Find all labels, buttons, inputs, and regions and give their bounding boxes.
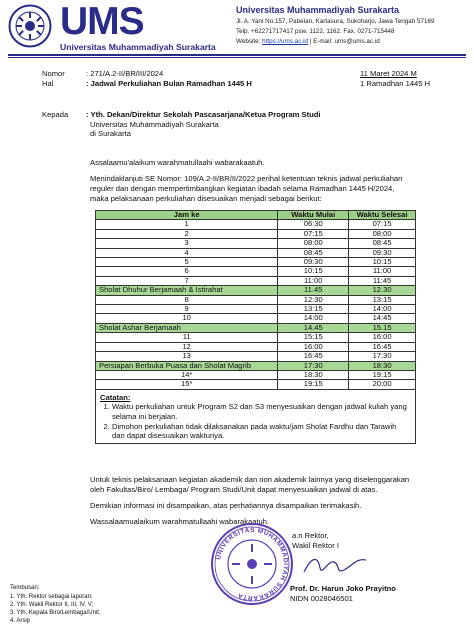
cell-jam: 3 [96,239,278,248]
para1-line3: maka pelaksanaan perkuliahan disesuaikan menjadi sebagai berikut: [90,194,322,203]
cell-jam: 15* [96,380,278,389]
cell-jam: 14* [96,370,278,379]
hal-label: Hal [42,79,54,88]
cell-jam: 13 [96,352,278,361]
university-seal-icon [8,4,52,48]
note1-line1: Waktu perkuliahan untuk Program S2 dan S3 menyesuaikan dengan jadwal kuliah yang [112,402,407,412]
cell-mulai: 17:30 [278,361,349,370]
table-row [96,370,416,379]
cell-selesai: 11:45 [349,276,416,285]
table-row [96,239,416,248]
cell-mulai: 15:15 [278,333,349,342]
notes-row [96,389,416,443]
cell-mulai: 12:30 [278,295,349,304]
recipient-line2: Universitas Muhammadiyah Surakarta [90,120,219,129]
cell-mulai: 07:15 [278,229,349,238]
signatory-name: Prof. Dr. Harun Joko Prayitno [290,584,396,593]
handwritten-signature-icon [300,552,370,580]
cell-mulai: 08:00 [278,239,349,248]
cell-selesai: 16:00 [349,333,416,342]
cc-item: 3. Yth. Kepala Biro/Lembaga/Unit; [10,610,101,616]
cell-mulai: 14.45 [278,323,349,332]
cell-mulai: 18:30 [278,370,349,379]
cell-selesai: 15.15 [349,323,416,332]
signature-position: Wakil Rektor I [292,541,339,550]
cell-selesai: 18:30 [349,361,416,370]
table-row [96,267,416,276]
cell-selesai: 14:00 [349,305,416,314]
cell-jam: Sholat Ashar Berjamaah [96,323,278,332]
table-row [96,258,416,267]
cell-jam: Sholat Dhuhur Berjamaah & Istirahat [96,286,278,295]
table-row [96,305,416,314]
cc-item: 1. Yth. Rektor sebagai laporan; [10,594,93,600]
email-text: | E-mail: ums@ums.ac.id [309,38,380,45]
header-rule [8,54,466,56]
cell-mulai: 13:15 [278,305,349,314]
table-row [96,380,416,389]
logo-subtitle: Universitas Muhammadiyah Surakarta [60,42,216,52]
cc-title: Tembusan: [10,585,40,591]
cell-selesai: 19:15 [349,370,416,379]
header-rule-thin [8,57,466,58]
institution-phone: Telp. +62271717417 psw. 1122, 1162. Fax. 0271-715448 [236,28,395,35]
cell-selesai: 20:00 [349,380,416,389]
recipient-line1: : Yth. Dekan/Direktur Sekolah Pascasarjana/Ketua Program Studi [86,110,321,119]
institution-contact [236,38,380,45]
table-row-break [96,323,416,332]
table-row-break [96,361,416,370]
cell-jam: 7 [96,276,278,285]
cell-jam: 6 [96,267,278,276]
col-header-selesai: Waktu Selesai [349,211,416,220]
cell-jam: 5 [96,258,278,267]
table-row [96,333,416,342]
cell-selesai: 09:30 [349,248,416,257]
cell-jam: 8 [96,295,278,304]
cell-mulai: 14:00 [278,314,349,323]
cell-mulai: 16:00 [278,342,349,351]
para2-line2: oleh Fakultas/Biro/ Lembaga/ Program Studi/Unit dapat menyesuaikan jadwal di atas. [90,485,378,494]
cell-mulai: 09:30 [278,258,349,267]
cell-selesai: 13:15 [349,295,416,304]
table-row [96,342,416,351]
hal-value: : Jadwal Perkuliahan Bulan Ramadhan 1445 H [86,79,252,88]
cell-selesai: 08:00 [349,229,416,238]
para2-line1: Untuk teknis pelaksanaan kegiatan akademik dan non akademik lainnya yang diselenggarakan [90,475,410,484]
logo-word: UMS [60,0,144,43]
cell-jam: 11 [96,333,278,342]
institution-address: Jl. A. Yani No.157, Pabelan, Kartasura, Sukoharjo, Jawa Tengah 57169 [236,18,435,25]
cell-selesai: 07:15 [349,220,416,229]
cell-selesai: 10:15 [349,258,416,267]
date-masehi: 11 Maret 2024 M [360,69,417,78]
cell-mulai: 10:15 [278,267,349,276]
cell-selesai: 08:45 [349,239,416,248]
para3: Demikian informasi ini disampaikan, atas perhatiannya disampaikan terimakasih. [90,501,362,510]
cell-selesai: 11:00 [349,267,416,276]
schedule-table [95,210,416,444]
nomor-label: Nomor [42,69,65,78]
cc-item: 2. Yth. Wakil Rektor II, III, IV, V; [10,602,94,608]
notes-title: Catatan: [100,392,131,402]
signature-an: a.n Rektor, [292,531,329,540]
cell-mulai: 19:15 [278,380,349,389]
official-stamp-icon [210,522,294,606]
col-header-jam: Jam ke [96,211,278,220]
cell-mulai: 06:30 [278,220,349,229]
para1-line2: reguler dan dengan mempertimbangkan kegiatan ibadah selama Ramadhan 1445 H/2024, [90,184,395,193]
schedule-body [96,220,416,389]
recipient-line3: di Surakarta [90,129,131,138]
notes-cell [96,389,416,443]
table-row [96,352,416,361]
cell-selesai: 12.30 [349,286,416,295]
table-row-break [96,286,416,295]
stamp-text: UNIVERSITAS MUHAMMADIYAH SURAKARTA [215,526,290,602]
closing: Wassalaamualaikum warahmatullaahi wabarakaatuh. [90,517,270,526]
cell-mulai: 08:45 [278,248,349,257]
note2-line2: dan dapat disesuaikan waktunya. [112,431,225,441]
signatory-nidn: NIDN 0028046501 [290,594,353,603]
cell-mulai: 16:45 [278,352,349,361]
date-hijri: 1 Ramadhan 1445 H [360,79,431,88]
note-item [112,422,411,441]
table-row [96,248,416,257]
recipient-label: Kepada [42,110,69,119]
para1-line1: Menindaklanjuti SE Nomor: 109/A.2-II/BR/II/2022 perihal ketentuan teknis jadwal perkuliahan [90,174,403,183]
cell-jam: 9 [96,305,278,314]
cell-mulai: 11:00 [278,276,349,285]
website-label: Website: [236,38,261,45]
nomor-value: : 271/A.2-II/BR/III/2024 [86,69,164,78]
institution-name: Universitas Muhammadiyah Surakarta [236,5,400,15]
note-item [112,402,411,421]
table-header-row [96,211,416,220]
table-row [96,314,416,323]
table-row [96,295,416,304]
cell-selesai: 14:45 [349,314,416,323]
cell-jam: 12 [96,342,278,351]
note1-line2: selama ini berjalan. [112,411,178,421]
table-row [96,229,416,238]
col-header-mulai: Waktu Mulai [278,211,349,220]
table-row [96,220,416,229]
greeting: Assalaamu'alaikum warahmatullaahi wabarakaatuh. [90,158,265,167]
cell-jam: 2 [96,229,278,238]
cell-selesai: 16:45 [349,342,416,351]
cell-mulai: 11.45 [278,286,349,295]
cell-jam: 10 [96,314,278,323]
note2-line1: Dimohon perkuliahan tidak dilaksanakan pada waktu/jam Sholat Fardhu dan Tarawih [112,421,397,431]
cc-item: 4. Arsip [10,618,31,624]
notes-list [112,402,411,440]
cell-jam: 4 [96,248,278,257]
website-link[interactable]: https://ums.ac.id [262,38,308,45]
cell-jam: 1 [96,220,278,229]
cell-jam: Persiapan Berbuka Puasa dan Sholat Magrib [96,361,278,370]
cell-selesai: 17:30 [349,352,416,361]
